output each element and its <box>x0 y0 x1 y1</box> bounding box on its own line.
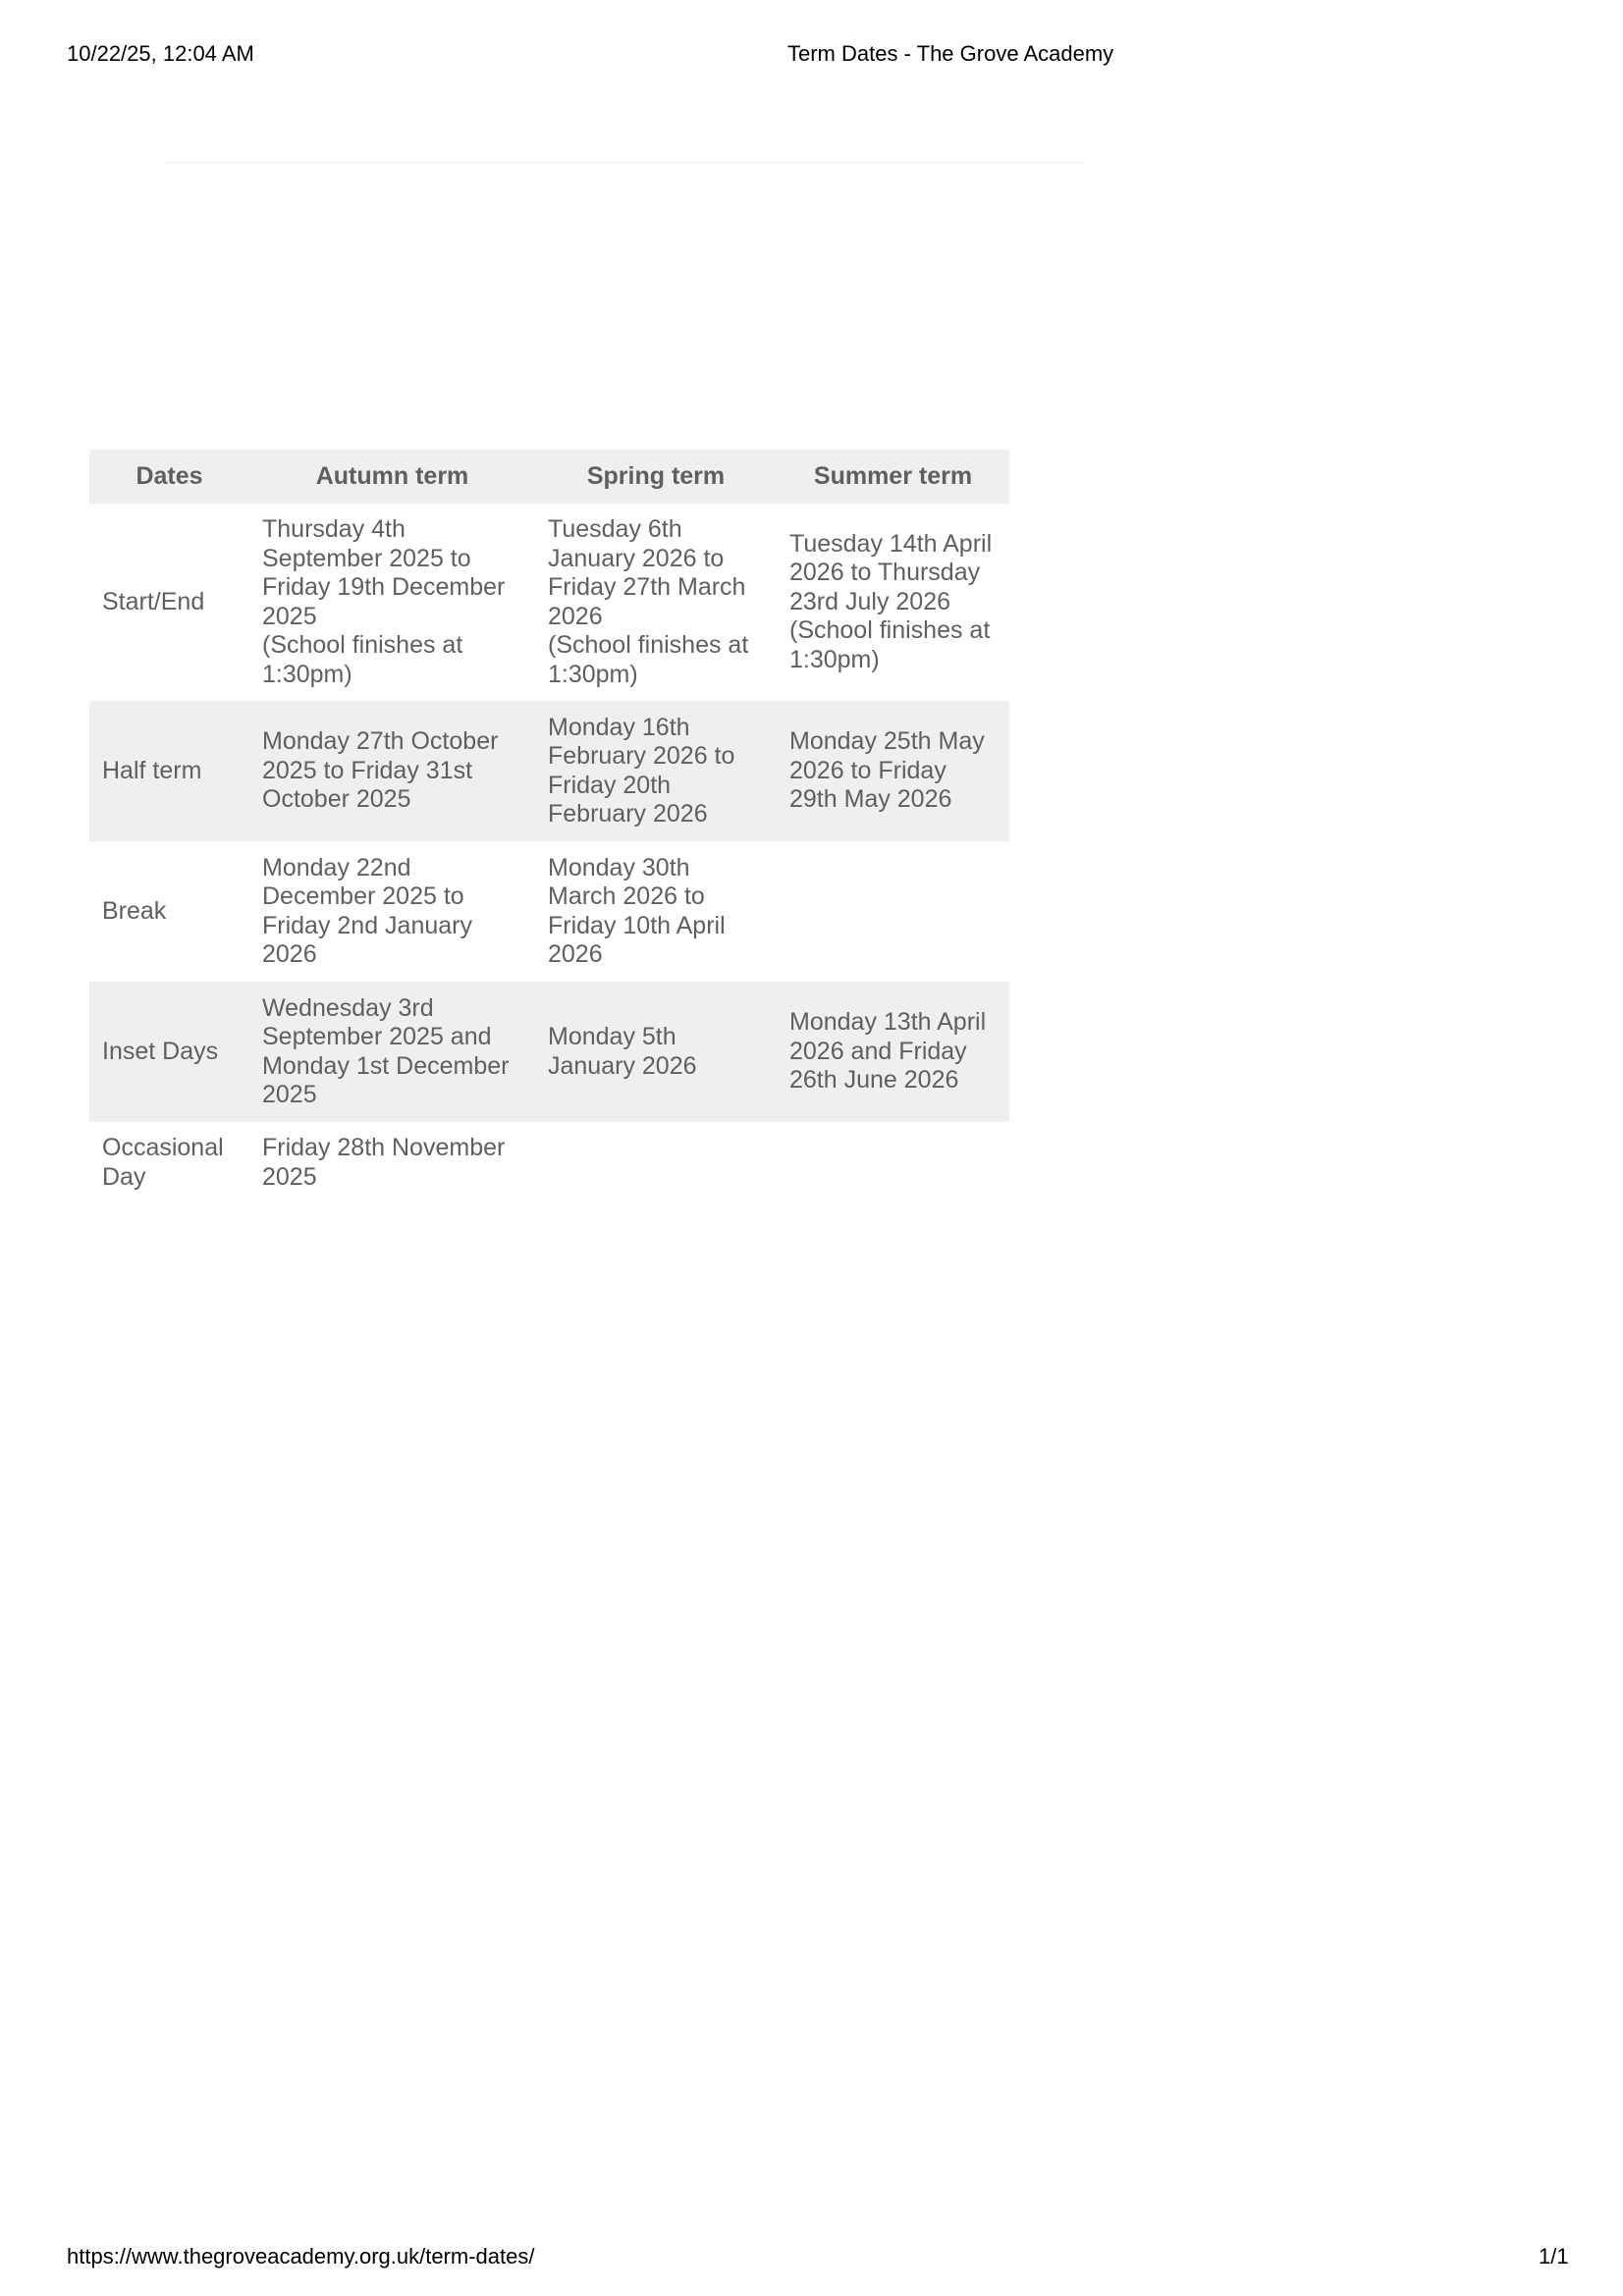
row-label: Break <box>102 896 167 925</box>
summer-cell: Monday 13th April 2026 and Friday 26th June 2026 <box>777 982 1009 1122</box>
table-row-start-end <box>89 504 1009 701</box>
autumn-cell: Friday 28th November 2025 <box>262 1134 506 1191</box>
summer-cell <box>777 1122 1009 1204</box>
header-summer-term: Summer term <box>777 450 1009 504</box>
row-label: Start/End <box>102 587 205 615</box>
autumn-cell: Wednesday 3rd September 2025 and Monday 1st December 2025 <box>249 982 535 1122</box>
page-number: 1/1 <box>1539 2244 1569 2269</box>
autumn-cell: Thursday 4th September 2025 to Friday 19th December 2025 (School finishes at 1:30pm) <box>262 515 506 688</box>
table-row-inset-days <box>89 982 1009 1122</box>
page-url: https://www.thegroveacademy.org.uk/term-dates/ <box>67 2244 535 2269</box>
term-dates-table <box>89 450 1009 1204</box>
header-spring-term: Spring term <box>535 450 777 504</box>
summer-cell <box>777 841 1009 982</box>
summer-cell: Monday 25th May 2026 to Friday 29th May 2026 <box>777 701 1009 841</box>
table-header-row <box>89 450 1009 504</box>
divider-line <box>165 162 1083 163</box>
page-title: Term Dates - The Grove Academy <box>787 41 1114 66</box>
spring-cell <box>535 1122 777 1204</box>
table-row-half-term <box>89 701 1009 841</box>
table-row-break <box>89 841 1009 982</box>
row-label: Inset Days <box>89 982 249 1122</box>
spring-cell: Monday 16th February 2026 to Friday 20th February 2026 <box>535 701 777 841</box>
summer-cell: Tuesday 14th April 2026 to Thursday 23rd July 2026 (School finishes at 1:30pm) <box>789 529 993 673</box>
header-autumn-term: Autumn term <box>249 450 535 504</box>
autumn-cell: Monday 27th October 2025 to Friday 31st October 2025 <box>249 701 535 841</box>
row-label: Occasional Day <box>102 1134 224 1191</box>
spring-cell: Monday 30th March 2026 to Friday 10th April 2026 <box>548 853 726 968</box>
autumn-cell: Monday 22nd December 2025 to Friday 2nd January 2026 <box>262 853 473 968</box>
spring-cell: Tuesday 6th January 2026 to Friday 27th March 2026 (School finishes at 1:30pm) <box>548 515 749 688</box>
print-datetime: 10/22/25, 12:04 AM <box>67 41 254 66</box>
header-dates: Dates <box>89 450 249 504</box>
spring-cell: Monday 5th January 2026 <box>535 982 777 1122</box>
table-row-occasional-day <box>89 1122 1009 1204</box>
row-label: Half term <box>89 701 249 841</box>
